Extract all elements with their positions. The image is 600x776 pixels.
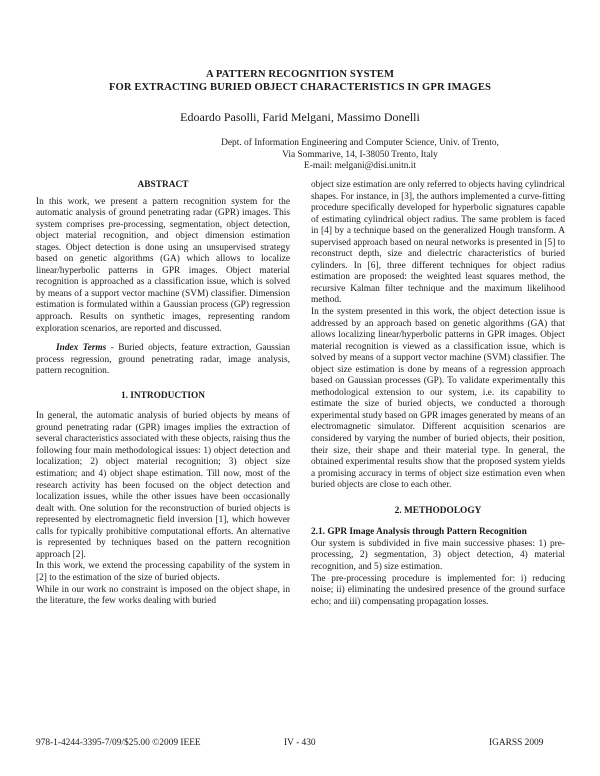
abstract-heading: ABSTRACT	[137, 180, 189, 190]
footer-copyright: 978-1-4244-3395-7/09/$25.00 ©2009 IEEE	[36, 738, 201, 748]
index-terms	[36, 343, 290, 378]
affiliation	[200, 138, 520, 173]
affiliation-department: Dept. of Information Engineering and Computer Science, Univ. of Trento,	[221, 138, 499, 148]
introduction-heading: 1. INTRODUCTION	[120, 390, 206, 401]
left-column	[36, 180, 290, 608]
introduction-paragraph: In this work, we extend the processing capability of the system in [2] to the estimation of the size of buried objects.	[36, 561, 290, 583]
methodology-heading: 2. METHODOLOGY	[394, 505, 482, 516]
footer-page-number: IV - 430	[284, 738, 316, 748]
introduction-paragraph: In the system presented in this work, the object detection issue is addressed by an approach based on genetic algorithms (GA) that allows localizing linear/hyperbolic patterns in GPR images. Object material recognition is viewed as a classification issue, which is solved by means of a support vector machine (SVM) classifier. The object size estimation is done by means of a regression approach based on Gaussian processes (GP). To validate experimentally this methodological extension to our system, i.e. its capability to estimate the size of buried objects, we conducted a thorough experimental study based on GPR images generated by means of an electromagnetic simulator. Different acquisition scenarios are considered by varying the number of buried objects, their position, their size, their shape and their material type. In general, the obtained experimental results show that the proposed system yields a promising accuracy in terms of object size estimation even when buried objects are close to each other.	[311, 307, 565, 491]
index-terms-label: Index Terms	[56, 343, 107, 354]
right-column	[311, 180, 565, 608]
index-terms-text: - Buried objects, feature extraction, Gaussian process regression, ground penetrating radar, image analysis, pattern recognition.	[36, 343, 290, 377]
paper-title	[40, 68, 560, 94]
affiliation-address: Via Sommarive, 14, I-38050 Trento, Italy	[282, 149, 438, 160]
methodology-subheading: 2.1. GPR Image Analysis through Pattern Recognition	[311, 527, 527, 538]
footer-conference: IGARSS 2009	[489, 738, 544, 748]
abstract-text: In this work, we present a pattern recognition system for the automatic analysis of ground penetrating radar (GPR) images. This system comprises pre-processing, segmentation, object detection, object material recognition, and object dimension estimation stages. Object detection is done using an unsupervised strategy based on genetic algorithms (GA) which allows to localize linear/hyperbolic patterns in GPR images. Object material recognition is approached as a classification issue, which is solved by means of a support vector machine (SVM) classifier. Dimension estimation is formulated within a Gaussian process (GP) regression approach. Results on synthetic images, representing random exploration scenarios, are reported and discussed.	[36, 196, 290, 334]
methodology-paragraph: The pre-processing procedure is implemented for: i) reducing noise; ii) eliminating the undesired presence of the ground surface echo; and iii) compensating propagation losses.	[311, 573, 565, 607]
introduction-paragraph: In general, the automatic analysis of buried objects by means of ground penetrating radar (GPR) images implies the extraction of several characteristics associated with these objects, raising thus the following four main methodological issues: 1) object detection and localization; 2) object material recognition; 3) object size estimation; and 4) object shape estimation. Till now, most of the research activity has been focused on the object detection and localization issues, while the other issues have been occasionally dealt with. One solution for the reconstruction of buried objects is represented by electromagnetic field inversion [1], which however calls for typically prohibitive computational efforts. An alternative is represented by techniques based on the pattern recognition approach [2].	[36, 411, 291, 560]
author-list: Edoardo Pasolli, Farid Melgani, Massimo Donelli	[180, 110, 420, 124]
methodology-paragraph: Our system is subdivided in five main successive phases: 1) pre-processing, 2) segmentation, 3) object detection, 4) material recognition, and 5) size estimation.	[311, 538, 565, 572]
introduction-paragraph-continuation: object size estimation are only referred to objects having cylindrical shapes. For instance, in [3], the authors implemented a curve-fitting procedure specifically developed for hyperbolic signatures capable of estimating cylindrical object radius. The same problem is faced in [4] by a technique based on the generalized Hough transform. A supervised approach based on neural networks is presented in [5] to reconstruct depth, size and dielectric characteristics of buried cylinders. In [6], three different techniques for object radius estimation are proposed: the weighted least squares method, the recursive Kalman filter technique and the maximum likelihood method.	[311, 180, 566, 306]
affiliation-email: E-mail: melgani@disi.unitn.it	[303, 161, 416, 172]
title-line-2: FOR EXTRACTING BURIED OBJECT CHARACTERISTICS IN GPR IMAGES	[108, 82, 492, 93]
page-footer	[0, 738, 600, 752]
introduction-paragraph-continued: While in our work no constraint is imposed on the object shape, in the literature, the few works dealing with buried	[36, 584, 290, 607]
title-line-1: A PATTERN RECOGNITION SYSTEM	[205, 69, 395, 80]
